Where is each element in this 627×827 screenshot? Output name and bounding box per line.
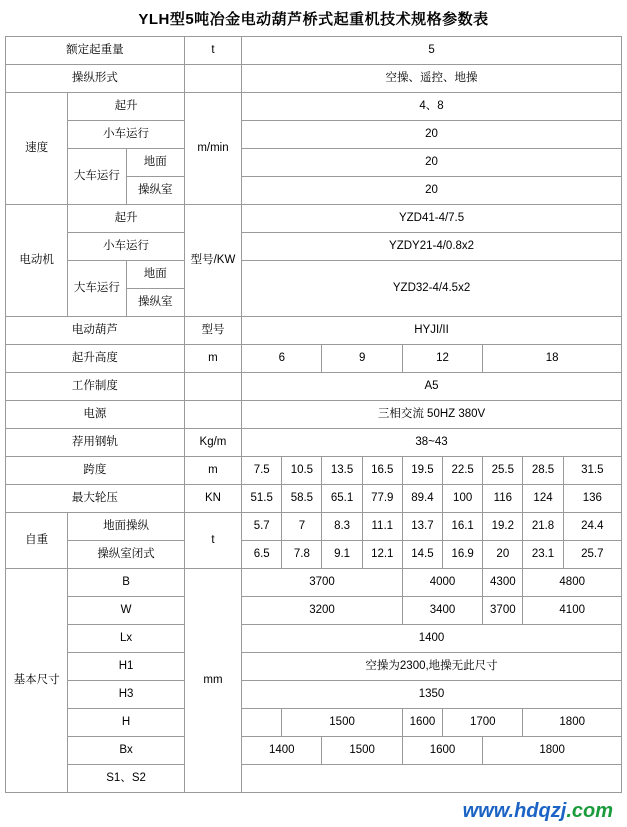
dimension-bx-value-1: 1400	[242, 737, 322, 765]
table-row	[6, 429, 622, 457]
speed-item-lift-value: 4、8	[242, 93, 622, 121]
dimension-b-value-1: 3700	[242, 569, 403, 597]
page-title: YLH型5吨冶金电动葫芦桥式起重机技术规格参数表	[138, 11, 489, 28]
motor-item-trolley-label: 小车运行	[68, 233, 185, 261]
span-value-9: 31.5	[563, 457, 621, 485]
row-label-work-duty: 工作制度	[6, 373, 185, 401]
lift-height-value-3: 12	[402, 345, 482, 373]
motor-item-bridge-ground-label: 地面	[126, 261, 184, 289]
lift-height-value-1: 6	[242, 345, 322, 373]
speed-item-bridge-cabin-value: 20	[242, 177, 622, 205]
self-weight-cabin-value-1: 6.5	[242, 541, 282, 569]
self-weight-ground-label: 地面操纵	[68, 513, 185, 541]
table-row	[6, 513, 622, 541]
dimension-w-value-4: 4100	[523, 597, 622, 625]
row-unit-power-supply	[184, 401, 241, 429]
max-wheel-load-value-4: 77.9	[362, 485, 402, 513]
dimension-bx-value-2: 1500	[322, 737, 402, 765]
row-label-rated-capacity: 额定起重量	[6, 37, 185, 65]
table-row	[6, 373, 622, 401]
row-label-control-mode: 操纵形式	[6, 65, 185, 93]
max-wheel-load-value-9: 136	[563, 485, 621, 513]
motor-item-lift-value: YZD41-4/7.5	[242, 205, 622, 233]
table-row	[6, 485, 622, 513]
row-label-hoist: 电动葫芦	[6, 317, 185, 345]
row-label-span: 跨度	[6, 457, 185, 485]
dimension-w-value-1: 3200	[242, 597, 403, 625]
speed-item-lift-label: 起升	[68, 93, 185, 121]
watermark	[463, 800, 613, 823]
dimension-h-value-1: 1500	[282, 709, 403, 737]
max-wheel-load-value-1: 51.5	[242, 485, 282, 513]
row-label-power-supply: 电源	[6, 401, 185, 429]
max-wheel-load-value-6: 100	[443, 485, 483, 513]
watermark-domain: www.hdqzj	[462, 800, 567, 822]
table-row	[6, 37, 622, 65]
row-label-motor: 电动机	[6, 205, 68, 317]
row-label-lift-height: 起升高度	[6, 345, 185, 373]
table-row	[6, 401, 622, 429]
row-value-rail: 38~43	[242, 429, 622, 457]
table-row	[6, 93, 622, 121]
motor-item-bridge-label: 大车运行	[68, 261, 126, 317]
row-label-rail: 荐用钢轨	[6, 429, 185, 457]
self-weight-ground-value-3: 8.3	[322, 513, 362, 541]
self-weight-ground-value-9: 24.4	[563, 513, 621, 541]
table-row	[6, 233, 622, 261]
table-row	[6, 569, 622, 597]
dimension-label-lx: Lx	[68, 625, 185, 653]
row-unit-max-wheel-load: KN	[184, 485, 241, 513]
span-value-3: 13.5	[322, 457, 362, 485]
table-row	[6, 681, 622, 709]
dimension-w-value-2: 3400	[402, 597, 482, 625]
table-row	[6, 65, 622, 93]
row-value-power-supply: 三相交流 50HZ 380V	[242, 401, 622, 429]
table-row	[6, 345, 622, 373]
max-wheel-load-value-8: 124	[523, 485, 563, 513]
max-wheel-load-value-3: 65.1	[322, 485, 362, 513]
row-value-rated-capacity: 5	[242, 37, 622, 65]
speed-item-bridge-label: 大车运行	[68, 149, 126, 205]
self-weight-cabin-value-8: 23.1	[523, 541, 563, 569]
self-weight-ground-value-8: 21.8	[523, 513, 563, 541]
span-value-5: 19.5	[402, 457, 442, 485]
table-row	[6, 457, 622, 485]
row-unit-span: m	[184, 457, 241, 485]
row-label-dimensions: 基本尺寸	[6, 569, 68, 793]
dimension-bx-value-3: 1600	[402, 737, 482, 765]
row-label-speed: 速度	[6, 93, 68, 205]
dimension-label-w: W	[68, 597, 185, 625]
dimension-label-bx: Bx	[68, 737, 185, 765]
span-value-8: 28.5	[523, 457, 563, 485]
dimension-w-value-3: 3700	[483, 597, 523, 625]
self-weight-cabin-value-5: 14.5	[402, 541, 442, 569]
dimension-label-b: B	[68, 569, 185, 597]
motor-item-bridge-value: YZD32-4/4.5x2	[242, 261, 622, 317]
row-unit-control-mode	[184, 65, 241, 93]
dimension-bx-value-4: 1800	[483, 737, 622, 765]
table-row	[6, 205, 622, 233]
dimension-b-value-2: 4000	[402, 569, 482, 597]
speed-item-bridge-ground-value: 20	[242, 149, 622, 177]
self-weight-cabin-value-6: 16.9	[443, 541, 483, 569]
row-label-self-weight: 自重	[6, 513, 68, 569]
speed-item-bridge-cabin-label: 操纵室	[126, 177, 184, 205]
row-value-control-mode: 空操、遥控、地操	[242, 65, 622, 93]
row-unit-self-weight: t	[184, 513, 241, 569]
dimension-h-value-3: 1700	[443, 709, 523, 737]
span-value-7: 25.5	[483, 457, 523, 485]
lift-height-value-4: 18	[483, 345, 622, 373]
dimension-b-value-3: 4300	[483, 569, 523, 597]
speed-item-trolley-value: 20	[242, 121, 622, 149]
specification-table	[5, 36, 622, 793]
self-weight-ground-value-4: 11.1	[362, 513, 402, 541]
row-label-max-wheel-load: 最大轮压	[6, 485, 185, 513]
dimension-h1-value-1: 空操为2300,地操无此尺寸	[242, 653, 622, 681]
speed-item-bridge-ground-label: 地面	[126, 149, 184, 177]
dimension-label-h3: H3	[68, 681, 185, 709]
table-row	[6, 121, 622, 149]
max-wheel-load-value-2: 58.5	[282, 485, 322, 513]
motor-item-lift-label: 起升	[68, 205, 185, 233]
max-wheel-load-value-7: 116	[483, 485, 523, 513]
dimension-h3-value-1: 1350	[242, 681, 622, 709]
self-weight-ground-value-2: 7	[282, 513, 322, 541]
row-value-work-duty: A5	[242, 373, 622, 401]
dimension-h-value-blank	[242, 709, 282, 737]
row-unit-dimensions: mm	[184, 569, 241, 793]
motor-item-bridge-cabin-label: 操纵室	[126, 289, 184, 317]
row-unit-hoist: 型号	[184, 317, 241, 345]
dimension-lx-value-1: 1400	[242, 625, 622, 653]
table-row	[6, 317, 622, 345]
row-unit-lift-height: m	[184, 345, 241, 373]
motor-item-trolley-value: YZDY21-4/0.8x2	[242, 233, 622, 261]
self-weight-cabin-value-9: 25.7	[563, 541, 621, 569]
row-unit-rail: Kg/m	[184, 429, 241, 457]
span-value-4: 16.5	[362, 457, 402, 485]
self-weight-cabin-value-2: 7.8	[282, 541, 322, 569]
row-value-hoist: HYJI/II	[242, 317, 622, 345]
table-row	[6, 737, 622, 765]
dimension-h-value-2: 1600	[402, 709, 442, 737]
table-row	[6, 261, 622, 289]
dimension-label-h: H	[68, 709, 185, 737]
table-row	[6, 625, 622, 653]
table-row	[6, 653, 622, 681]
dimension-label-s1-s2: S1、S2	[68, 765, 185, 793]
watermark-tld: .com	[566, 800, 613, 822]
self-weight-ground-value-1: 5.7	[242, 513, 282, 541]
self-weight-cabin-label: 操纵室闭式	[68, 541, 185, 569]
dimension-b-value-4: 4800	[523, 569, 622, 597]
self-weight-ground-value-5: 13.7	[402, 513, 442, 541]
table-row	[6, 709, 622, 737]
table-row	[6, 149, 622, 177]
span-value-6: 22.5	[443, 457, 483, 485]
row-unit-motor: 型号/KW	[184, 205, 241, 317]
row-unit-speed: m/min	[184, 93, 241, 205]
self-weight-ground-value-6: 16.1	[443, 513, 483, 541]
table-row	[6, 541, 622, 569]
row-unit-rated-capacity: t	[184, 37, 241, 65]
dimension-label-h1: H1	[68, 653, 185, 681]
lift-height-value-2: 9	[322, 345, 402, 373]
table-row	[6, 597, 622, 625]
self-weight-cabin-value-7: 20	[483, 541, 523, 569]
span-value-1: 7.5	[242, 457, 282, 485]
max-wheel-load-value-5: 89.4	[402, 485, 442, 513]
speed-item-trolley-label: 小车运行	[68, 121, 185, 149]
span-value-2: 10.5	[282, 457, 322, 485]
dimension-h-value-4: 1800	[523, 709, 622, 737]
self-weight-cabin-value-3: 9.1	[322, 541, 362, 569]
dimension-s1-s2-value-1	[242, 765, 622, 793]
row-unit-work-duty	[184, 373, 241, 401]
table-row	[6, 765, 622, 793]
self-weight-cabin-value-4: 12.1	[362, 541, 402, 569]
self-weight-ground-value-7: 19.2	[483, 513, 523, 541]
